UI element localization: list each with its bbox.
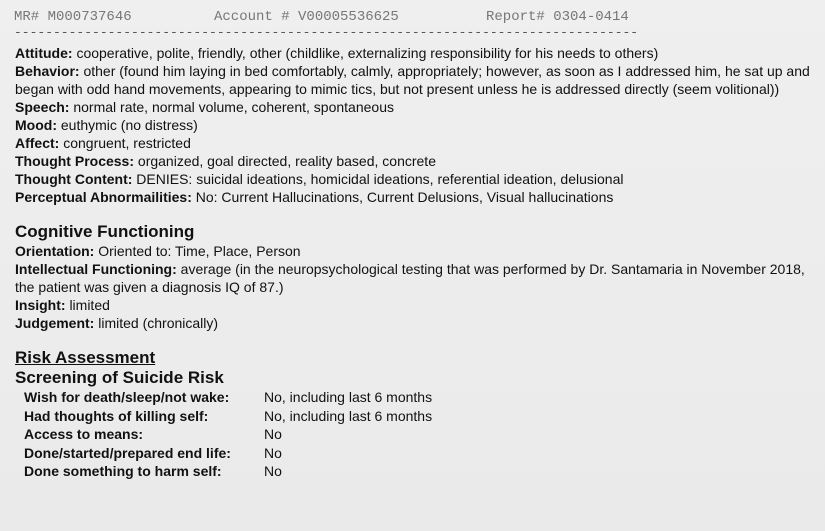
cognitive-section (15, 222, 810, 332)
orientation-label: Orientation: (15, 243, 95, 259)
attitude-label: Attitude: (15, 45, 73, 61)
judgement-value: limited (chronically) (98, 315, 219, 331)
thought-process-value: organized, goal directed, reality based, concrete (137, 153, 436, 169)
risk-answer: No, including last 6 months (264, 389, 433, 405)
orientation-row (15, 242, 810, 260)
thought-content-label: Thought Content: (15, 171, 133, 187)
report-number: Report# 0304-0414 (486, 9, 629, 25)
thought-content-row (15, 170, 810, 188)
intellectual-value: average (in the neuropsychological testing that was performed by Dr. Santamaria in November 2018, the patient was given a diagnosis IQ of 87.) (15, 261, 805, 295)
attitude-row (15, 44, 810, 62)
perceptual-label: Perceptual Abnormailities: (15, 189, 192, 205)
report-body (15, 44, 810, 481)
affect-row (15, 134, 810, 152)
affect-value: congruent, restricted (63, 135, 191, 151)
perceptual-row (15, 188, 810, 206)
behavior-label: Behavior: (15, 63, 80, 79)
thought-process-row (15, 152, 810, 170)
perceptual-value: No: Current Hallucinations, Current Delusions, Visual hallucinations (195, 189, 614, 205)
affect-label: Affect: (15, 135, 60, 151)
cognitive-title: Cognitive Functioning (15, 222, 195, 241)
thought-process-label: Thought Process: (15, 153, 135, 169)
screening-title: Screening of Suicide Risk (15, 368, 224, 387)
thought-content-value: DENIES: suicidal ideations, homicidal ideations, referential ideation, delusional (136, 171, 624, 187)
risk-question: Had thoughts of killing self: (24, 407, 209, 424)
behavior-row (15, 62, 810, 98)
speech-label: Speech: (15, 99, 70, 115)
mr-number: MR# M000737646 (14, 9, 132, 25)
judgement-label: Judgement: (15, 315, 95, 331)
risk-question: Done something to harm self: (24, 463, 222, 479)
risk-section (15, 348, 810, 481)
risk-question: Access to means: (24, 426, 144, 442)
risk-answer: No (264, 444, 282, 461)
judgement-row (15, 314, 810, 332)
risk-question: Done/started/prepared end life: (24, 444, 231, 461)
risk-row (24, 425, 432, 444)
risk-answer: No (264, 463, 282, 479)
insight-row (15, 296, 810, 314)
mood-value: euthymic (no distress) (60, 117, 198, 133)
header-divider: -------------------------------------------------------------------------------- (14, 28, 639, 38)
intellectual-label: Intellectual Functioning: (15, 261, 177, 277)
risk-row (24, 407, 432, 426)
mood-label: Mood: (15, 117, 57, 133)
behavior-value: other (found him laying in bed comfortably, calmly, appropriately; however, as soon as I addressed him, he sat up and began with odd hand movements, appearing to mimic tics, but not present unless he is addressed directly (seem volitional)) (15, 63, 810, 97)
risk-title: Risk Assessment (15, 348, 156, 367)
risk-question: Wish for death/sleep/not wake: (24, 389, 230, 405)
risk-row (24, 388, 432, 407)
risk-answer: No (264, 426, 282, 442)
insight-label: Insight: (15, 297, 66, 313)
insight-value: limited (69, 297, 110, 313)
speech-value: normal rate, normal volume, coherent, spontaneous (73, 99, 394, 115)
mood-row (15, 116, 810, 134)
mental-status-section (15, 44, 810, 206)
orientation-value: Oriented to: Time, Place, Person (98, 243, 301, 259)
record-header (14, 9, 794, 27)
risk-table (24, 388, 432, 481)
risk-row (24, 444, 432, 463)
intellectual-row (15, 260, 810, 296)
account-number: Account # V00005536625 (214, 9, 399, 25)
risk-row (24, 462, 432, 481)
risk-answer: No, including last 6 months (264, 407, 433, 424)
speech-row (15, 98, 810, 116)
attitude-value: cooperative, polite, friendly, other (childlike, externalizing responsibility for his needs to others) (76, 45, 659, 61)
